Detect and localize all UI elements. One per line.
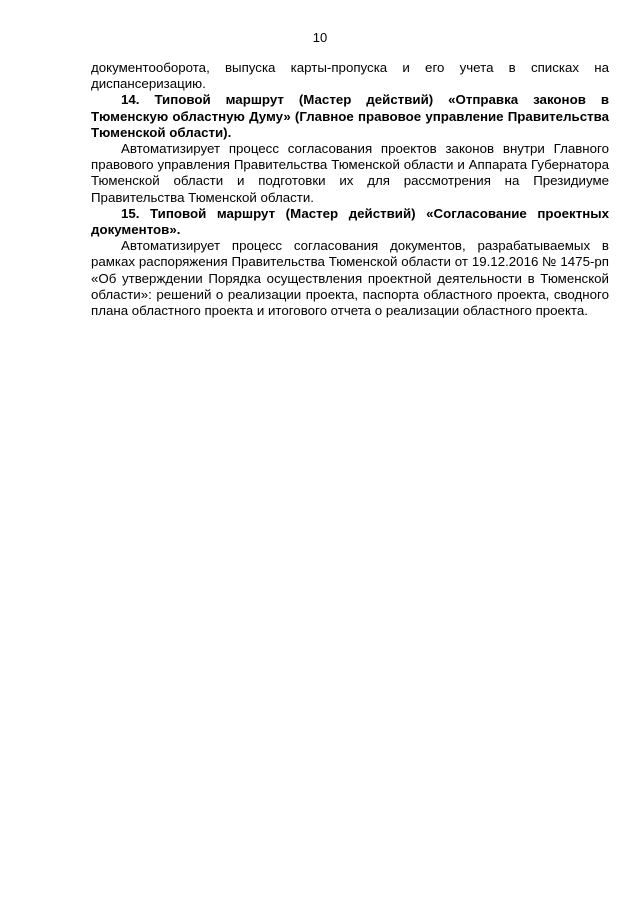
section-heading-14: 14. Типовой маршрут (Мастер действий) «Отправка законов в Тюменскую областную Думу» (Главное правовое управление Правительства Тюменской области). — [91, 92, 609, 140]
document-body — [91, 60, 609, 319]
section-body-14: Автоматизирует процесс согласования проектов законов внутри Главного правового управления Правительства Тюменской области и Аппарата Губернатора Тюменской области и подготовки их для рассмотрения на Президиуме Правительства Тюменской области. — [91, 141, 609, 205]
page-number: 10 — [312, 30, 328, 45]
paragraph-continuation: документооборота, выпуска карты-пропуска и его учета в списках на диспансеризацию. — [91, 60, 609, 92]
section-body-15: Автоматизирует процесс согласования документов, разрабатываемых в рамках распоряжения Правительства Тюменской области от 19.12.2016 № 1475-рп «Об утверждении Порядка осуществления проектной деятельности в Тюменской области»: решений о реализации проекта, паспорта областного проекта, сводного плана областного проекта и итогового отчета о реализации областного проекта. — [91, 238, 609, 319]
section-heading-15: 15. Типовой маршрут (Мастер действий) «Согласование проектных документов». — [91, 205, 609, 238]
